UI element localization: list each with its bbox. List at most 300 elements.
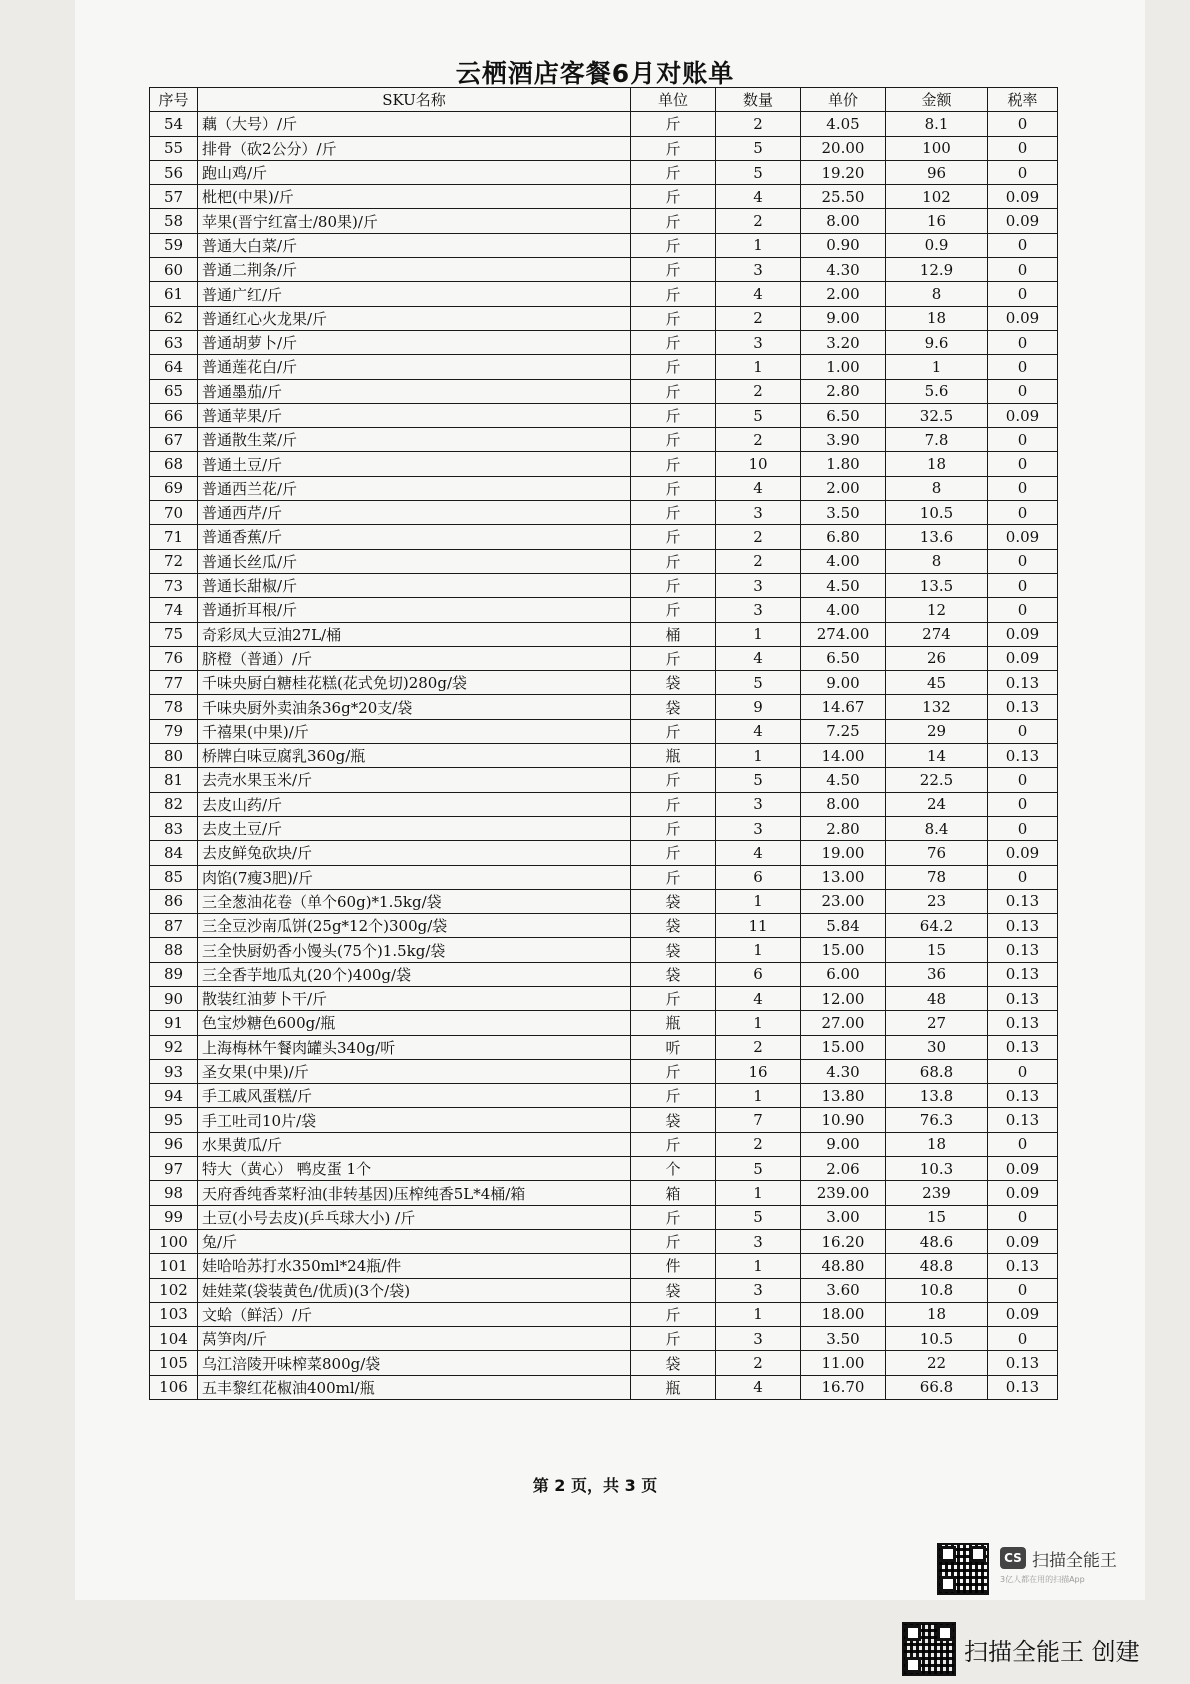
- cell-unit: 斤: [631, 355, 716, 379]
- cell-index: 85: [150, 865, 198, 889]
- cell-unit-price: 9.00: [801, 1132, 886, 1156]
- cell-sku-name: 上海梅林午餐肉罐头340g/听: [198, 1035, 631, 1059]
- cell-tax-rate: 0: [988, 355, 1058, 379]
- cell-qty: 2: [716, 1351, 801, 1375]
- cell-qty: 3: [716, 258, 801, 282]
- cell-sku-name: 普通二荆条/斤: [198, 258, 631, 282]
- cell-tax-rate: 0: [988, 1278, 1058, 1302]
- document-title: 云栖酒店客餐6月对账单: [455, 59, 735, 88]
- table-row: [150, 1108, 1058, 1132]
- table-row: [150, 914, 1058, 938]
- cell-unit: 斤: [631, 1084, 716, 1108]
- cell-tax-rate: 0.13: [988, 986, 1058, 1010]
- watermark-subtext: 3亿人都在用的扫描App: [1000, 1575, 1085, 1584]
- cell-unit-price: 274.00: [801, 622, 886, 646]
- cell-amount: 29: [886, 719, 988, 743]
- table-row: [150, 573, 1058, 597]
- cell-tax-rate: 0: [988, 136, 1058, 160]
- cell-amount: 76: [886, 841, 988, 865]
- cell-unit-price: 6.50: [801, 646, 886, 670]
- cell-amount: 10.3: [886, 1157, 988, 1181]
- cell-qty: 6: [716, 865, 801, 889]
- col-header-sku: SKU名称: [198, 88, 631, 112]
- cell-unit-price: 9.00: [801, 306, 886, 330]
- table-row: [150, 1132, 1058, 1156]
- cell-unit: 件: [631, 1254, 716, 1278]
- cell-amount: 8.4: [886, 816, 988, 840]
- cell-unit-price: 3.60: [801, 1278, 886, 1302]
- cell-sku-name: 普通莲花白/斤: [198, 355, 631, 379]
- cell-unit-price: 19.00: [801, 841, 886, 865]
- col-header-price: 单价: [801, 88, 886, 112]
- cell-index: 67: [150, 428, 198, 452]
- cell-unit: 斤: [631, 112, 716, 136]
- cell-qty: 2: [716, 549, 801, 573]
- cell-qty: 1: [716, 233, 801, 257]
- cell-tax-rate: 0: [988, 112, 1058, 136]
- cell-amount: 14: [886, 744, 988, 768]
- cell-qty: 3: [716, 330, 801, 354]
- cell-tax-rate: 0.09: [988, 1157, 1058, 1181]
- table-row: [150, 792, 1058, 816]
- cell-unit-price: 14.67: [801, 695, 886, 719]
- cell-unit-price: 3.50: [801, 1327, 886, 1351]
- table-row: [150, 160, 1058, 184]
- cell-sku-name: 普通大白菜/斤: [198, 233, 631, 257]
- cell-unit: 瓶: [631, 1011, 716, 1035]
- cell-tax-rate: 0.13: [988, 1084, 1058, 1108]
- cell-unit: 袋: [631, 1278, 716, 1302]
- cell-amount: 15: [886, 938, 988, 962]
- cell-tax-rate: 0: [988, 792, 1058, 816]
- table-row: [150, 768, 1058, 792]
- cell-qty: 5: [716, 1205, 801, 1229]
- cell-unit-price: 4.00: [801, 549, 886, 573]
- cell-tax-rate: 0: [988, 501, 1058, 525]
- cell-sku-name: 乌江涪陵开味榨菜800g/袋: [198, 1351, 631, 1375]
- cell-unit: 斤: [631, 1132, 716, 1156]
- cell-sku-name: 散装红油萝卜干/斤: [198, 986, 631, 1010]
- cell-qty: 2: [716, 379, 801, 403]
- cell-tax-rate: 0: [988, 1327, 1058, 1351]
- cell-sku-name: 五丰黎红花椒油400ml/瓶: [198, 1375, 631, 1399]
- cell-index: 79: [150, 719, 198, 743]
- cell-index: 70: [150, 501, 198, 525]
- cell-unit: 斤: [631, 379, 716, 403]
- cell-qty: 5: [716, 136, 801, 160]
- cell-index: 57: [150, 185, 198, 209]
- cell-tax-rate: 0: [988, 233, 1058, 257]
- cell-index: 90: [150, 986, 198, 1010]
- cell-unit: 斤: [631, 209, 716, 233]
- cell-amount: 100: [886, 136, 988, 160]
- cell-unit: 斤: [631, 306, 716, 330]
- cell-index: 80: [150, 744, 198, 768]
- cell-sku-name: 苹果(晋宁红富士/80果)/斤: [198, 209, 631, 233]
- table-row: [150, 695, 1058, 719]
- cell-tax-rate: 0.13: [988, 938, 1058, 962]
- cell-tax-rate: 0.09: [988, 622, 1058, 646]
- cell-amount: 10.8: [886, 1278, 988, 1302]
- col-header-tax: 税率: [988, 88, 1058, 112]
- table-row: [150, 1229, 1058, 1253]
- cell-index: 55: [150, 136, 198, 160]
- cell-sku-name: 枇杷(中果)/斤: [198, 185, 631, 209]
- cell-index: 98: [150, 1181, 198, 1205]
- cell-sku-name: 文蛤（鲜活）/斤: [198, 1302, 631, 1326]
- cell-tax-rate: 0: [988, 719, 1058, 743]
- cell-index: 64: [150, 355, 198, 379]
- table-row: [150, 986, 1058, 1010]
- cell-tax-rate: 0.13: [988, 1254, 1058, 1278]
- cell-tax-rate: 0: [988, 1205, 1058, 1229]
- cell-index: 65: [150, 379, 198, 403]
- cell-sku-name: 去壳水果玉米/斤: [198, 768, 631, 792]
- table-row: [150, 330, 1058, 354]
- cell-qty: 3: [716, 573, 801, 597]
- cell-amount: 5.6: [886, 379, 988, 403]
- cell-sku-name: 脐橙（普通）/斤: [198, 646, 631, 670]
- cell-unit: 听: [631, 1035, 716, 1059]
- cell-qty: 2: [716, 1035, 801, 1059]
- cell-amount: 64.2: [886, 914, 988, 938]
- cell-tax-rate: 0.13: [988, 695, 1058, 719]
- cell-sku-name: 普通散生菜/斤: [198, 428, 631, 452]
- cell-unit: 斤: [631, 816, 716, 840]
- cell-amount: 1: [886, 355, 988, 379]
- cell-qty: 5: [716, 403, 801, 427]
- cell-sku-name: 千味央厨外卖油条36g*20支/袋: [198, 695, 631, 719]
- cell-amount: 66.8: [886, 1375, 988, 1399]
- cell-unit-price: 20.00: [801, 136, 886, 160]
- cell-index: 68: [150, 452, 198, 476]
- cell-unit-price: 9.00: [801, 671, 886, 695]
- cell-amount: 274: [886, 622, 988, 646]
- cell-amount: 45: [886, 671, 988, 695]
- cell-unit: 斤: [631, 646, 716, 670]
- cell-qty: 6: [716, 962, 801, 986]
- table-row: [150, 112, 1058, 136]
- cell-tax-rate: 0: [988, 258, 1058, 282]
- cell-unit: 袋: [631, 1108, 716, 1132]
- cell-amount: 15: [886, 1205, 988, 1229]
- cell-unit: 斤: [631, 573, 716, 597]
- cell-qty: 1: [716, 622, 801, 646]
- cell-unit-price: 3.00: [801, 1205, 886, 1229]
- cell-index: 66: [150, 403, 198, 427]
- cell-sku-name: 桥牌白味豆腐乳360g/瓶: [198, 744, 631, 768]
- cell-amount: 22.5: [886, 768, 988, 792]
- cell-index: 105: [150, 1351, 198, 1375]
- cell-unit: 斤: [631, 403, 716, 427]
- qr-code-icon: [937, 1543, 989, 1595]
- cell-tax-rate: 0.09: [988, 185, 1058, 209]
- cell-unit: 斤: [631, 160, 716, 184]
- cell-unit: 斤: [631, 476, 716, 500]
- cell-amount: 13.8: [886, 1084, 988, 1108]
- cell-unit-price: 13.80: [801, 1084, 886, 1108]
- cell-sku-name: 三全豆沙南瓜饼(25g*12个)300g/袋: [198, 914, 631, 938]
- cell-amount: 12: [886, 598, 988, 622]
- cell-tax-rate: 0.13: [988, 1351, 1058, 1375]
- table-row: [150, 622, 1058, 646]
- cell-index: 63: [150, 330, 198, 354]
- table-row: [150, 501, 1058, 525]
- cell-unit-price: 239.00: [801, 1181, 886, 1205]
- cell-amount: 7.8: [886, 428, 988, 452]
- cell-sku-name: 手工吐司10片/袋: [198, 1108, 631, 1132]
- cell-unit-price: 2.80: [801, 379, 886, 403]
- cell-index: 76: [150, 646, 198, 670]
- cell-amount: 9.6: [886, 330, 988, 354]
- cell-amount: 22: [886, 1351, 988, 1375]
- cell-amount: 48.6: [886, 1229, 988, 1253]
- cell-unit: 瓶: [631, 744, 716, 768]
- cell-amount: 18: [886, 1302, 988, 1326]
- qr-code-icon: [902, 1622, 956, 1676]
- cell-unit: 斤: [631, 549, 716, 573]
- cell-index: 58: [150, 209, 198, 233]
- cell-sku-name: 色宝炒糖色600g/瓶: [198, 1011, 631, 1035]
- cell-index: 72: [150, 549, 198, 573]
- cell-unit-price: 48.80: [801, 1254, 886, 1278]
- cell-amount: 68.8: [886, 1059, 988, 1083]
- cell-qty: 3: [716, 501, 801, 525]
- cell-index: 101: [150, 1254, 198, 1278]
- cell-unit-price: 15.00: [801, 1035, 886, 1059]
- cell-amount: 8: [886, 476, 988, 500]
- cell-qty: 1: [716, 1302, 801, 1326]
- table-header-row: [150, 88, 1058, 112]
- cell-qty: 2: [716, 209, 801, 233]
- cell-index: 102: [150, 1278, 198, 1302]
- table-row: [150, 209, 1058, 233]
- cell-index: 88: [150, 938, 198, 962]
- cell-index: 69: [150, 476, 198, 500]
- cell-unit: 斤: [631, 1205, 716, 1229]
- cell-unit: 斤: [631, 525, 716, 549]
- cell-qty: 3: [716, 792, 801, 816]
- cell-qty: 5: [716, 1157, 801, 1181]
- cell-sku-name: 普通胡萝卜/斤: [198, 330, 631, 354]
- cell-unit-price: 7.25: [801, 719, 886, 743]
- cell-index: 92: [150, 1035, 198, 1059]
- table-row: [150, 136, 1058, 160]
- cell-tax-rate: 0: [988, 573, 1058, 597]
- table-row: [150, 1254, 1058, 1278]
- cell-tax-rate: 0.09: [988, 841, 1058, 865]
- cell-unit: 瓶: [631, 1375, 716, 1399]
- cell-sku-name: 普通红心火龙果/斤: [198, 306, 631, 330]
- table-row: [150, 282, 1058, 306]
- cell-amount: 48: [886, 986, 988, 1010]
- cell-index: 62: [150, 306, 198, 330]
- cell-amount: 23: [886, 889, 988, 913]
- cell-index: 89: [150, 962, 198, 986]
- table-row: [150, 841, 1058, 865]
- cell-unit-price: 15.00: [801, 938, 886, 962]
- cell-sku-name: 普通墨茄/斤: [198, 379, 631, 403]
- cell-index: 106: [150, 1375, 198, 1399]
- cell-index: 81: [150, 768, 198, 792]
- cell-index: 60: [150, 258, 198, 282]
- cell-qty: 2: [716, 428, 801, 452]
- cell-qty: 3: [716, 598, 801, 622]
- cell-tax-rate: 0.13: [988, 744, 1058, 768]
- cell-amount: 32.5: [886, 403, 988, 427]
- cell-index: 78: [150, 695, 198, 719]
- table-row: [150, 233, 1058, 257]
- cell-sku-name: 水果黄瓜/斤: [198, 1132, 631, 1156]
- cell-qty: 10: [716, 452, 801, 476]
- cell-tax-rate: 0: [988, 865, 1058, 889]
- table-row: [150, 889, 1058, 913]
- cell-unit-price: 2.80: [801, 816, 886, 840]
- watermark-app-name: 扫描全能王: [1032, 1551, 1117, 1571]
- cell-unit: 袋: [631, 1351, 716, 1375]
- table-row: [150, 379, 1058, 403]
- cell-qty: 1: [716, 1181, 801, 1205]
- cell-qty: 2: [716, 306, 801, 330]
- table-row: [150, 403, 1058, 427]
- cell-unit-price: 2.00: [801, 476, 886, 500]
- cell-unit: 桶: [631, 622, 716, 646]
- table-row: [150, 428, 1058, 452]
- cell-unit: 袋: [631, 962, 716, 986]
- cell-sku-name: 千味央厨白糖桂花糕(花式免切)280g/袋: [198, 671, 631, 695]
- table-row: [150, 452, 1058, 476]
- cell-unit: 斤: [631, 598, 716, 622]
- cell-sku-name: 三全香芋地瓜丸(20个)400g/袋: [198, 962, 631, 986]
- cell-tax-rate: 0.09: [988, 1181, 1058, 1205]
- cell-index: 77: [150, 671, 198, 695]
- cell-unit-price: 0.90: [801, 233, 886, 257]
- cell-tax-rate: 0.09: [988, 306, 1058, 330]
- cell-unit-price: 6.00: [801, 962, 886, 986]
- cell-unit-price: 23.00: [801, 889, 886, 913]
- table-row: [150, 816, 1058, 840]
- cell-qty: 5: [716, 160, 801, 184]
- cell-unit: 斤: [631, 233, 716, 257]
- cell-tax-rate: 0.13: [988, 1011, 1058, 1035]
- cell-unit-price: 8.00: [801, 209, 886, 233]
- cell-unit-price: 11.00: [801, 1351, 886, 1375]
- cell-unit: 斤: [631, 792, 716, 816]
- table-row: [150, 962, 1058, 986]
- cell-qty: 4: [716, 476, 801, 500]
- table-row: [150, 549, 1058, 573]
- cell-qty: 3: [716, 1327, 801, 1351]
- table-row: [150, 476, 1058, 500]
- table-row: [150, 671, 1058, 695]
- cell-amount: 10.5: [886, 1327, 988, 1351]
- cell-sku-name: 千禧果(中果)/斤: [198, 719, 631, 743]
- cell-sku-name: 排骨（砍2公分）/斤: [198, 136, 631, 160]
- cell-amount: 239: [886, 1181, 988, 1205]
- cell-sku-name: 特大（黄心） 鸭皮蛋 1个: [198, 1157, 631, 1181]
- cell-unit: 袋: [631, 889, 716, 913]
- cell-sku-name: 三全快厨奶香小馒头(75个)1.5kg/袋: [198, 938, 631, 962]
- cell-amount: 18: [886, 452, 988, 476]
- cell-sku-name: 娃娃菜(袋装黄色/优质)(3个/袋): [198, 1278, 631, 1302]
- cell-qty: 7: [716, 1108, 801, 1132]
- cell-sku-name: 圣女果(中果)/斤: [198, 1059, 631, 1083]
- cell-unit-price: 4.30: [801, 258, 886, 282]
- cell-qty: 5: [716, 768, 801, 792]
- col-header-amount: 金额: [886, 88, 988, 112]
- cell-index: 100: [150, 1229, 198, 1253]
- cell-amount: 132: [886, 695, 988, 719]
- cell-amount: 8: [886, 282, 988, 306]
- cell-unit-price: 4.00: [801, 598, 886, 622]
- cell-unit-price: 14.00: [801, 744, 886, 768]
- cell-amount: 24: [886, 792, 988, 816]
- cell-qty: 4: [716, 282, 801, 306]
- col-header-qty: 数量: [716, 88, 801, 112]
- cell-index: 93: [150, 1059, 198, 1083]
- cell-qty: 1: [716, 889, 801, 913]
- cell-index: 95: [150, 1108, 198, 1132]
- cell-index: 97: [150, 1157, 198, 1181]
- cell-unit-price: 1.00: [801, 355, 886, 379]
- cell-unit-price: 4.50: [801, 573, 886, 597]
- col-header-unit: 单位: [631, 88, 716, 112]
- cell-amount: 26: [886, 646, 988, 670]
- cell-tax-rate: 0: [988, 428, 1058, 452]
- table-row: [150, 1205, 1058, 1229]
- table-row: [150, 598, 1058, 622]
- page-footer: 第 2 页，共 3 页: [532, 1476, 658, 1495]
- cell-qty: 2: [716, 525, 801, 549]
- cell-qty: 5: [716, 671, 801, 695]
- cell-unit: 斤: [631, 258, 716, 282]
- table-row: [150, 1011, 1058, 1035]
- cell-index: 75: [150, 622, 198, 646]
- cell-unit-price: 16.70: [801, 1375, 886, 1399]
- cell-unit: 斤: [631, 1059, 716, 1083]
- cell-qty: 4: [716, 719, 801, 743]
- cell-amount: 18: [886, 1132, 988, 1156]
- cell-qty: 4: [716, 986, 801, 1010]
- cell-amount: 48.8: [886, 1254, 988, 1278]
- cell-sku-name: 普通长甜椒/斤: [198, 573, 631, 597]
- cell-tax-rate: 0: [988, 816, 1058, 840]
- cell-unit-price: 6.80: [801, 525, 886, 549]
- cell-index: 73: [150, 573, 198, 597]
- cell-sku-name: 普通香蕉/斤: [198, 525, 631, 549]
- table-row: [150, 1375, 1058, 1399]
- cell-qty: 4: [716, 646, 801, 670]
- cell-index: 54: [150, 112, 198, 136]
- cell-sku-name: 普通西兰花/斤: [198, 476, 631, 500]
- cell-unit-price: 2.00: [801, 282, 886, 306]
- cell-sku-name: 土豆(小号去皮)(乒乓球大小) /斤: [198, 1205, 631, 1229]
- cell-tax-rate: 0.13: [988, 1108, 1058, 1132]
- cell-unit-price: 3.50: [801, 501, 886, 525]
- cell-amount: 36: [886, 962, 988, 986]
- cell-unit: 斤: [631, 330, 716, 354]
- cell-qty: 3: [716, 816, 801, 840]
- cell-index: 61: [150, 282, 198, 306]
- cell-tax-rate: 0: [988, 476, 1058, 500]
- cell-index: 59: [150, 233, 198, 257]
- cell-qty: 1: [716, 1011, 801, 1035]
- cell-tax-rate: 0: [988, 379, 1058, 403]
- cell-unit: 斤: [631, 136, 716, 160]
- cell-qty: 1: [716, 1084, 801, 1108]
- cell-sku-name: 普通西芹/斤: [198, 501, 631, 525]
- table-row: [150, 1278, 1058, 1302]
